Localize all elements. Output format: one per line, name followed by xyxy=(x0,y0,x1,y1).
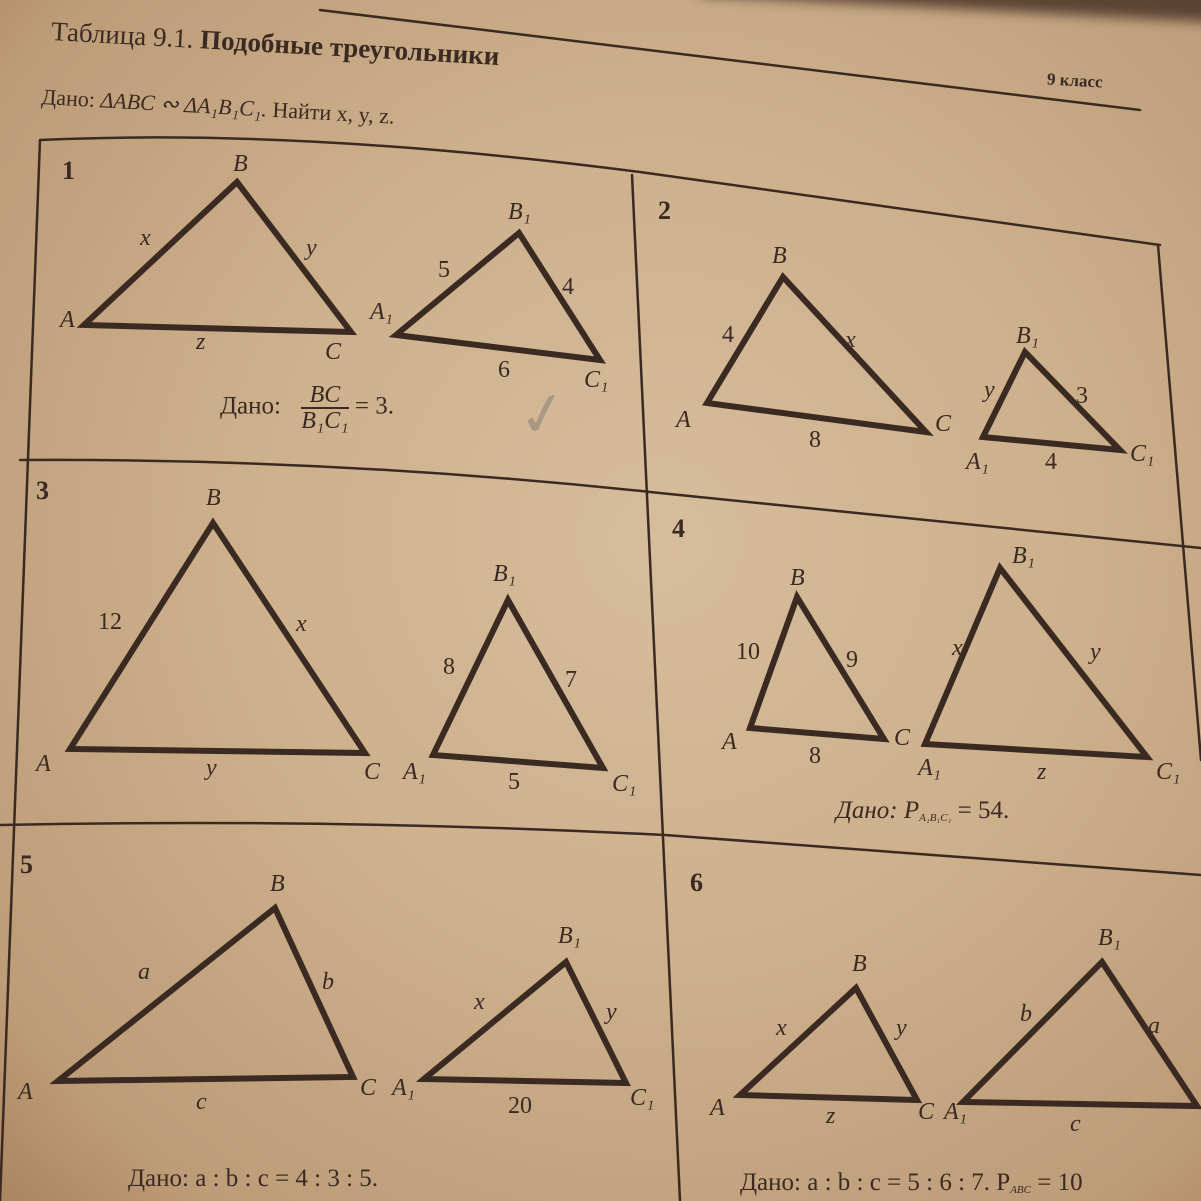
vertex-c: C xyxy=(935,411,952,437)
problem-number: 2 xyxy=(658,196,671,225)
side-a1c1: 20 xyxy=(508,1093,532,1119)
side-ac: y xyxy=(206,755,217,781)
p5-triangle-abc xyxy=(58,908,353,1081)
vertex-b: B xyxy=(790,565,805,591)
side-ac: 8 xyxy=(809,743,821,769)
p6-triangle-abc xyxy=(740,988,917,1100)
side-bc: y xyxy=(896,1015,907,1041)
side-b1c1: 3 xyxy=(1076,383,1088,409)
side-bc: 9 xyxy=(846,647,858,673)
vertex-c1: C₁ xyxy=(584,367,609,393)
vertex-b1: B₁ xyxy=(1016,323,1040,349)
side-a1c1: c xyxy=(1070,1111,1081,1137)
vertex-c1: C₁ xyxy=(1156,759,1181,785)
pencil-checkmark-icon: ✓ xyxy=(512,376,574,454)
side-a1b1: y xyxy=(984,377,995,403)
vertex-a1: A₁ xyxy=(370,299,394,325)
vertex-a1: A₁ xyxy=(944,1099,968,1125)
vertex-a: A xyxy=(676,407,691,433)
vertex-b: B xyxy=(270,871,285,897)
vertex-c: C xyxy=(360,1075,377,1101)
vertex-c: C xyxy=(918,1099,935,1125)
side-ab: 4 xyxy=(722,322,734,348)
problem-number: 6 xyxy=(690,868,703,897)
side-ab: a xyxy=(138,959,150,985)
side-a1c1: 4 xyxy=(1045,449,1057,475)
side-ac: 8 xyxy=(809,427,821,453)
given-prefix: Дано: xyxy=(40,84,96,112)
p4-triangle-abc xyxy=(750,597,884,739)
problem-number: 5 xyxy=(20,850,33,879)
p2-triangle-a1b1c1 xyxy=(983,352,1120,450)
p3-triangle-a1b1c1 xyxy=(433,600,603,768)
side-a1b1: b xyxy=(1020,1001,1032,1027)
vertex-a: A xyxy=(722,729,737,755)
vertex-b: B xyxy=(233,151,248,177)
side-b1c1: a xyxy=(1148,1013,1160,1039)
problem-6-given xyxy=(740,1170,1083,1196)
side-ac: c xyxy=(196,1089,207,1115)
title-prefix: Таблица 9.1. xyxy=(50,16,195,54)
fraction-denominator: B₁C₁ xyxy=(301,408,349,434)
side-ab: 12 xyxy=(98,609,122,635)
side-ab: 10 xyxy=(736,639,760,665)
given-text: Дано: a : b : c = 5 : 6 : 7. P xyxy=(740,1169,1011,1196)
side-a1b1: x xyxy=(474,989,485,1015)
given-subscript: A₁B₁C₁ xyxy=(919,812,952,824)
vertex-a: A xyxy=(18,1079,33,1105)
grade-label: 9 класс xyxy=(1046,69,1104,92)
vertex-a: A xyxy=(36,751,51,777)
vertex-a1: A₁ xyxy=(392,1075,416,1101)
vertex-c: C xyxy=(894,725,911,751)
given-subscript: ABC xyxy=(1010,1184,1031,1196)
vertex-a: A xyxy=(60,307,75,333)
vertex-b: B xyxy=(772,243,787,269)
task-text: Найти x, y, z. xyxy=(271,96,396,129)
vertex-b1: B₁ xyxy=(558,923,582,949)
vertex-b: B xyxy=(206,485,221,511)
side-bc: x xyxy=(845,327,856,353)
vertex-a1: A₁ xyxy=(403,759,427,785)
side-a1b1: 5 xyxy=(438,257,450,283)
given-fraction xyxy=(301,383,348,433)
vertex-c: C xyxy=(325,339,342,365)
vertex-b1: B₁ xyxy=(493,561,517,587)
vertex-b1: B₁ xyxy=(1098,925,1122,951)
vertex-b1: B₁ xyxy=(1012,543,1036,569)
side-bc: y xyxy=(306,235,317,261)
side-ac: z xyxy=(826,1103,836,1129)
vertex-c: C xyxy=(364,759,381,785)
given-rest: = 3. xyxy=(354,392,394,420)
vertex-a: A xyxy=(710,1095,725,1121)
problem-number: 3 xyxy=(36,476,49,505)
given-relation: ΔABC ∾ ΔA₁B₁C₁. xyxy=(99,87,268,122)
problem-1-given xyxy=(220,383,394,433)
side-bc: x xyxy=(296,611,307,637)
title-main: Подобные треугольники xyxy=(199,24,501,72)
p5-triangle-a1b1c1 xyxy=(424,962,626,1083)
side-a1c1: 5 xyxy=(508,769,520,795)
given-label: Дано: xyxy=(220,392,281,420)
side-a1b1: 8 xyxy=(443,654,455,680)
side-ab: x xyxy=(140,225,151,251)
vertex-c1: C₁ xyxy=(612,771,637,797)
side-ab: x xyxy=(776,1015,787,1041)
vertex-a1: A₁ xyxy=(918,755,942,781)
problem-4-given xyxy=(836,798,1009,824)
given-rest: = 10 xyxy=(1030,1169,1083,1196)
side-a1c1: z xyxy=(1037,759,1047,785)
side-b1c1: 7 xyxy=(565,667,577,693)
side-b1c1: y xyxy=(1090,639,1101,665)
p2-triangle-abc xyxy=(707,277,926,432)
problem-5-given: Дано: a : b : c = 4 : 3 : 5. xyxy=(128,1165,379,1192)
p4-triangle-a1b1c1 xyxy=(925,568,1147,757)
side-a1b1: x xyxy=(952,635,963,661)
side-b1c1: y xyxy=(606,999,617,1025)
given-text: Дано: P xyxy=(836,797,920,824)
vertex-c1: C₁ xyxy=(1130,441,1155,467)
side-bc: b xyxy=(322,969,334,995)
fraction-numerator: BC xyxy=(301,383,348,409)
problem-number: 4 xyxy=(672,514,685,543)
side-a1c1: 6 xyxy=(498,357,510,383)
vertex-a1: A₁ xyxy=(966,449,990,475)
side-ac: z xyxy=(196,329,206,355)
vertex-c1: C₁ xyxy=(630,1085,655,1111)
vertex-b: B xyxy=(852,951,867,977)
side-b1c1: 4 xyxy=(562,274,574,300)
p6-triangle-a1b1c1 xyxy=(963,962,1197,1106)
problem-number: 1 xyxy=(62,156,75,185)
vertex-b1: B₁ xyxy=(508,199,532,225)
p3-triangle-abc xyxy=(70,523,365,753)
given-rest: = 54. xyxy=(951,797,1010,824)
